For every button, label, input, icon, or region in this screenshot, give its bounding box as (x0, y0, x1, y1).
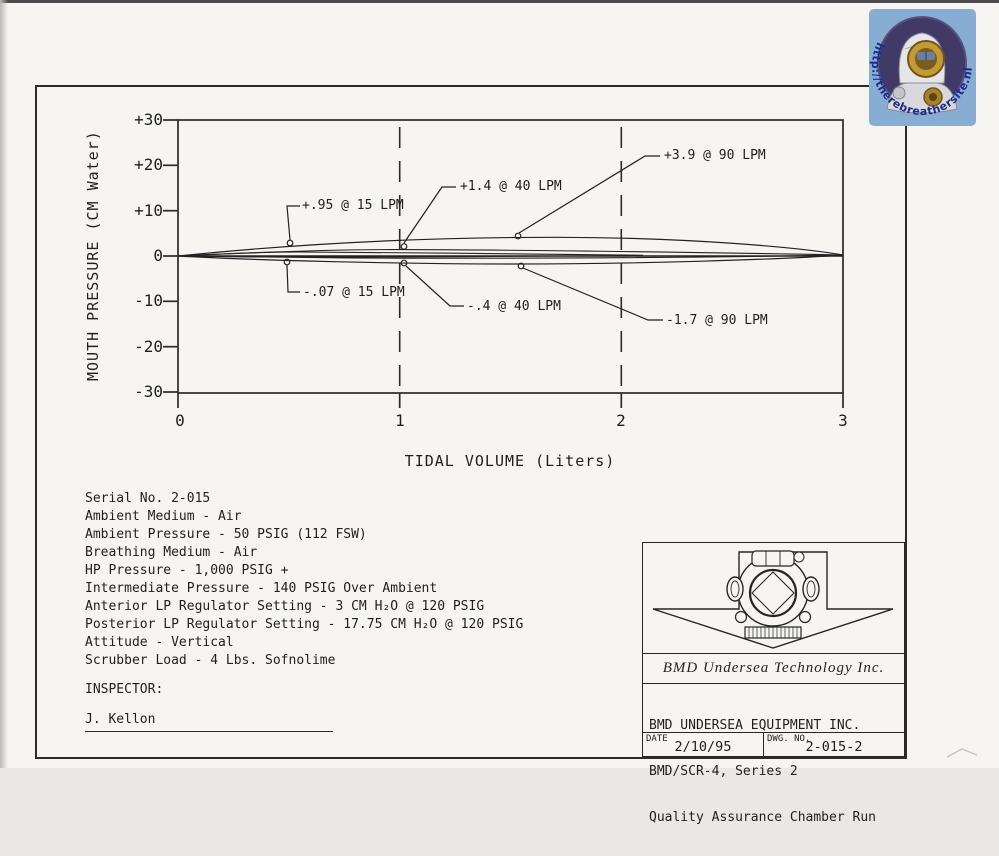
annotation-minus007-15lpm: -.07 @ 15 LPM (303, 285, 405, 300)
x-tick-2: 2 (616, 411, 626, 430)
info-serial: Serial No. 2-015 (85, 491, 211, 506)
info-ambient-pressure: Ambient Pressure - 50 PSIG (112 FSW) (85, 527, 367, 542)
annotation-plus14-40lpm: +1.4 @ 40 LPM (460, 179, 562, 194)
scan-scratch (947, 749, 977, 757)
date-cell (643, 733, 764, 756)
drawing-description (649, 687, 899, 856)
bmd-helmet-emblem (643, 543, 903, 653)
x-tick-0: 0 (175, 411, 185, 430)
x-tick-3: 3 (838, 411, 848, 430)
info-anterior-lp: Anterior LP Regulator Setting - 3 CM H₂O @ 120 PSIG (85, 599, 485, 614)
y-tick-zero: 0 (153, 246, 163, 265)
info-breathing-medium: Breathing Medium - Air (85, 545, 258, 560)
inspector-signature: J. Kellon (85, 712, 333, 732)
dwg-no-cell (764, 733, 904, 756)
y-tick-plus30: +30 (134, 110, 163, 129)
y-tick-minus10: -10 (134, 291, 163, 310)
date-label: DATE (646, 734, 668, 744)
info-attitude: Attitude - Vertical (85, 635, 234, 650)
info-hp-pressure: HP Pressure - 1,000 PSIG + (85, 563, 289, 578)
y-tick-minus20: -20 (134, 337, 163, 356)
inspector-label: INSPECTOR: (85, 682, 164, 697)
info-ambient-medium: Ambient Medium - Air (85, 509, 242, 524)
y-tick-plus10: +10 (134, 201, 163, 220)
x-axis-title: TIDAL VOLUME (Liters) (404, 452, 616, 470)
y-tick-minus30: -30 (134, 382, 163, 401)
annotation-minus17-90lpm: -1.7 @ 90 LPM (666, 313, 768, 328)
dwg-no-label: DWG. NO. (767, 734, 811, 744)
logo-url-text: http://therebreathersite.nl (869, 40, 975, 119)
annotation-plus095-15lpm: +.95 @ 15 LPM (302, 198, 404, 213)
annotation-plus39-90lpm: +3.9 @ 90 LPM (664, 148, 766, 163)
info-posterior-lp: Posterior LP Regulator Setting - 17.75 CM H₂O @ 120 PSIG (85, 617, 524, 632)
x-axis-ticks (178, 393, 843, 408)
title-block-footer (643, 732, 904, 756)
y-axis-ticks (163, 120, 178, 392)
y-axis-title: MOUTH PRESSURE (CM Water) (84, 130, 102, 382)
diving-helmet-drawing (727, 551, 819, 638)
info-scrubber-load: Scrubber Load - 4 Lbs. Sofnolime (85, 653, 336, 668)
desc-line-3: Quality Assurance Chamber Run (649, 810, 876, 826)
desc-line-1: BMD UNDERSEA EQUIPMENT INC. (649, 717, 861, 733)
rebreathersite-watermark-logo (869, 9, 976, 126)
desc-line-2: BMD/SCR-4, Series 2 (649, 764, 798, 780)
annotation-minus04-40lpm: -.4 @ 40 LPM (467, 299, 561, 314)
dwg-no-value: 2-015-2 (805, 739, 863, 755)
company-name: BMD Undersea Technology Inc. (643, 653, 904, 684)
title-block (642, 542, 905, 826)
y-tick-plus20: +20 (134, 155, 163, 174)
info-intermediate-pressure: Intermediate Pressure - 140 PSIG Over Ambient (85, 581, 438, 596)
dashed-reference-lines (400, 127, 622, 391)
date-value: 2/10/95 (674, 739, 732, 755)
x-tick-1: 1 (395, 411, 405, 430)
